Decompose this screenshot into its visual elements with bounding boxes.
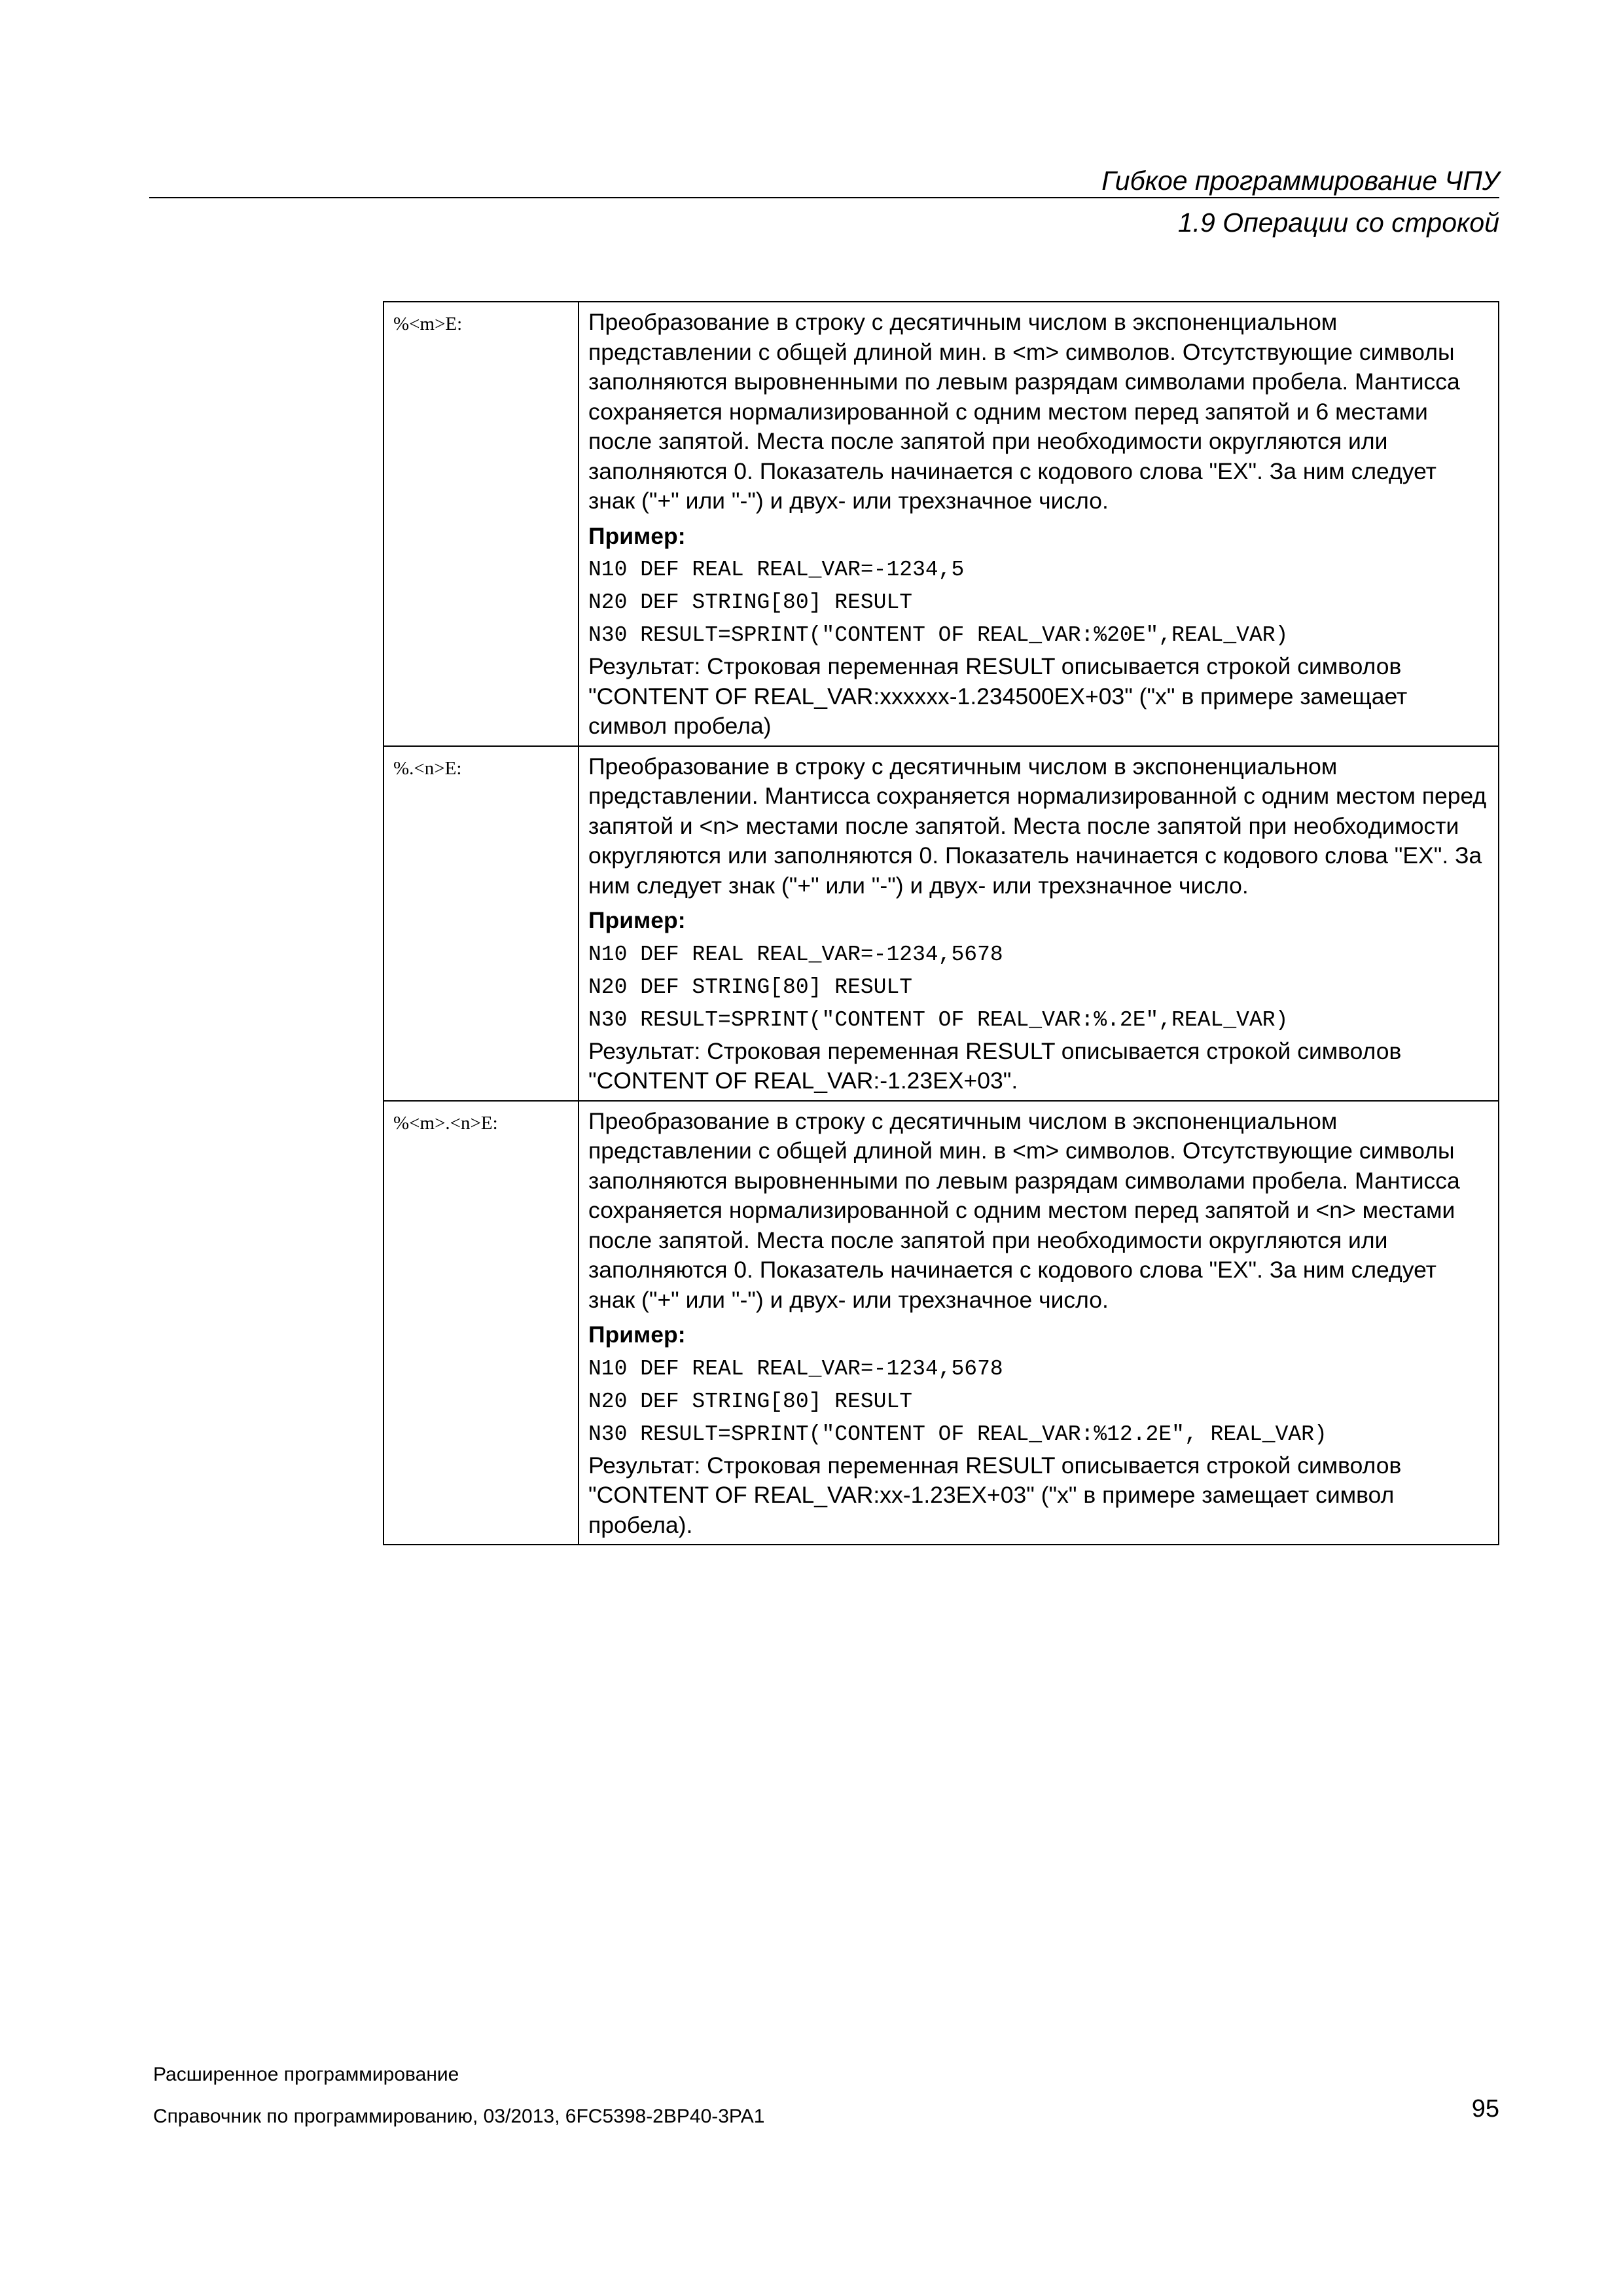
code-line: N20 DEF STRING[80] RESULT (588, 590, 913, 615)
format-code: %.<n>E: (383, 746, 579, 1101)
running-header-section: 1.9 Операции со строкой (1177, 207, 1499, 238)
footer-book-title: Расширенное программирование (153, 2064, 459, 2085)
header-rule (149, 197, 1499, 198)
code-line: N20 DEF STRING[80] RESULT (588, 1389, 913, 1414)
example-label: Пример: (588, 522, 686, 549)
footer-manual-info: Справочник по программированию, 03/2013, 6FC5398-2BP40-3PA1 (153, 2106, 765, 2127)
result-text: Результат: Строковая переменная RESULT описывается строкой символов "CONTENT OF REAL_VAR:xx-1.23EX+03" ("x" в примере замещает символ пробела). (588, 1452, 1402, 1538)
result-text: Результат: Строковая переменная RESULT описывается строкой символов "CONTENT OF REAL_VAR:xxxxxx-1.234500EX+03" ("x" в примере замещает символ пробела) (588, 653, 1408, 739)
code-example (588, 939, 1489, 1037)
code-example (588, 554, 1489, 652)
page-number: 95 (1471, 2095, 1499, 2123)
code-line: N10 DEF REAL REAL_VAR=-1234,5 (588, 558, 965, 582)
description-text: Преобразование в строку с десятичным числом в экспоненциальном представлении. Мантисса сохраняется нормализированной с одним местом перед запятой и <n> местами после запятой. Места после запятой при необходимости округляются или заполняются 0. Показатель начинается с кодового слова "EX". За ним следует знак ("+" или "-") и двух- или трехзначное число. (588, 753, 1487, 899)
table-row (383, 746, 1499, 1101)
format-description-cell (579, 302, 1499, 746)
format-description-cell (579, 746, 1499, 1101)
format-code: %<m>.<n>E: (383, 1101, 579, 1545)
result-text: Результат: Строковая переменная RESULT описывается строкой символов "CONTENT OF REAL_VAR:-1.23EX+03". (588, 1037, 1402, 1094)
code-line: N30 RESULT=SPRINT("CONTENT OF REAL_VAR:%.2E",REAL_VAR) (588, 1007, 1289, 1032)
table-row (383, 1101, 1499, 1545)
code-line: N10 DEF REAL REAL_VAR=-1234,5678 (588, 942, 1003, 967)
code-line: N30 RESULT=SPRINT("CONTENT OF REAL_VAR:%12.2E", REAL_VAR) (588, 1422, 1327, 1446)
code-example (588, 1353, 1489, 1451)
code-line: N10 DEF REAL REAL_VAR=-1234,5678 (588, 1356, 1003, 1381)
code-line: N20 DEF STRING[80] RESULT (588, 975, 913, 999)
description-text: Преобразование в строку с десятичным числом в экспоненциальном представлении с общей длиной мин. в <m> символов. Отсутствующие символы заполняются выровненными по левым разрядам символами пробела. Мантисса сохраняется нормализированной с одним местом перед запятой и 6 местами после запятой. Места после запятой при необходимости округляются или заполняются 0. Показатель начинается с кодового слова "EX". За ним следует знак ("+" или "-") и двух- или трехзначное число. (588, 309, 1460, 514)
description-text: Преобразование в строку с десятичным числом в экспоненциальном представлении с общей длиной мин. в <m> символов. Отсутствующие символы заполняются выровненными по левым разрядам символами пробела. Мантисса сохраняется нормализированной с одним местом перед запятой и <n> местами после запятой. Места после запятой при необходимости округляются или заполняются 0. Показатель начинается с кодового слова "EX". За ним следует знак ("+" или "-") и двух- или трехзначное число. (588, 1107, 1460, 1313)
running-header-title: Гибкое программирование ЧПУ (1101, 166, 1499, 196)
table-row (383, 302, 1499, 746)
format-code: %<m>E: (383, 302, 579, 746)
example-label: Пример: (588, 907, 686, 933)
format-spec-table (383, 301, 1499, 1545)
code-line: N30 RESULT=SPRINT("CONTENT OF REAL_VAR:%20E",REAL_VAR) (588, 623, 1289, 647)
example-label: Пример: (588, 1321, 686, 1348)
format-description-cell (579, 1101, 1499, 1545)
